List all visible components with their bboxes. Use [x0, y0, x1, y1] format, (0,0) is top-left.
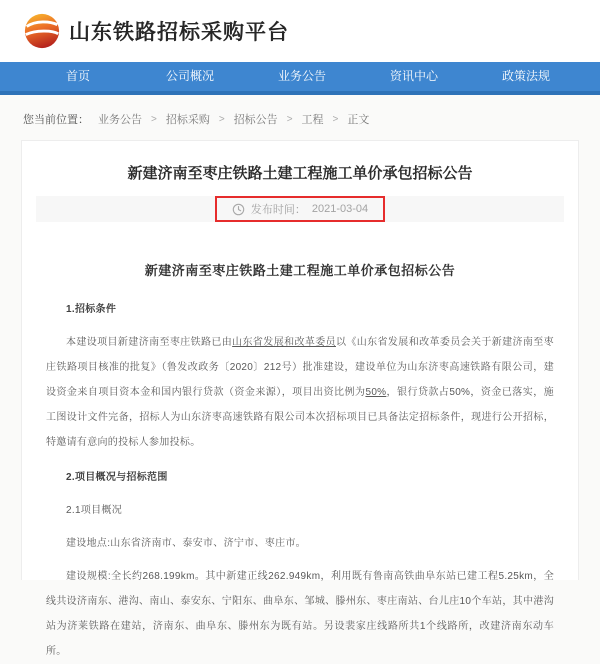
section-heading: 2.项目概况与招标范围	[66, 472, 168, 483]
underlined-text: 50%	[365, 387, 387, 398]
text-segment: ，银行贷款占50%，资金已落实，施工图设计文件完备，招标人为山东济枣高速铁路有限公司本次招标项目已具备法定招标条件，现进行公开招标，特邀请有意向的投标人参加投标。	[46, 387, 554, 448]
section-heading: 1.招标条件	[66, 304, 117, 315]
article-body	[46, 258, 554, 664]
breadcrumb-separator: >	[332, 113, 339, 125]
nav-item-home[interactable]: 首页	[65, 69, 90, 83]
publish-time-label: 发布时间：	[250, 204, 306, 216]
nav-item-business[interactable]: 业务公告	[277, 69, 326, 83]
nav-item-policy[interactable]: 政策法规	[501, 69, 550, 83]
page-title: 新建济南至枣庄铁路土建工程施工单价承包招标公告	[127, 165, 473, 182]
paragraph: 建设规模:全长约268.199km。其中新建正线262.949km，利用既有鲁南高铁曲阜东站已建工程5.25km，全线共设济南东、港沟、南山、泰安东、宁阳东、曲阜东、邹城、滕州东、枣庄南站、台儿庄10个车站，其中港沟站为济莱铁路在建站，济南东、曲阜东、滕州东为既有站。另设裴家庄线路所共1个线路所，改建济南东动车所。	[46, 571, 554, 657]
breadcrumb-items	[98, 111, 369, 127]
nav-item-news[interactable]: 资讯中心	[389, 69, 438, 83]
article-content-box	[21, 140, 579, 657]
text-segment: 本建设项目新建济南至枣庄铁路已由	[66, 337, 233, 348]
breadcrumb-link[interactable]: 招标公告	[233, 114, 278, 126]
clock-icon	[232, 203, 245, 216]
breadcrumb-link[interactable]: 招标采购	[165, 114, 210, 126]
breadcrumb-separator: >	[151, 113, 157, 125]
paragraph: 2.1项目概况	[66, 505, 123, 516]
publish-info-bar	[36, 196, 564, 222]
site-header	[0, 0, 600, 62]
paragraph: 建设地点:山东省济南市、泰安市、济宁市、枣庄市。	[66, 538, 306, 549]
article-body-title: 新建济南至枣庄铁路土建工程施工单价承包招标公告	[144, 263, 456, 278]
breadcrumb-separator: >	[218, 113, 225, 125]
site-logo-icon[interactable]	[24, 13, 60, 49]
site-title: 山东铁路招标采购平台	[69, 21, 289, 44]
paragraph	[46, 330, 554, 455]
text-segment: 以《山东省发展和改革委员会关于新建济南至枣庄铁路项目核准的批复》（鲁发改政务〔2020〕212号）批准建设，建设单位为山东济枣高速铁路有限公司，建设资金来自项目资本金和国内银行贷款（资金来源），项目出资比例为	[46, 337, 554, 398]
main-nav	[0, 62, 600, 91]
main-nav-bar	[0, 62, 600, 95]
breadcrumb-prefix: 您当前位置：	[23, 114, 89, 126]
breadcrumb	[23, 111, 600, 127]
publish-date: 2021-03-04	[311, 203, 369, 215]
underlined-text: 山东省发展和改革委员	[232, 337, 336, 348]
publish-info-annotation-box	[215, 196, 385, 222]
breadcrumb-link[interactable]: 正文	[347, 114, 370, 126]
breadcrumb-separator: >	[286, 113, 293, 125]
breadcrumb-link[interactable]: 工程	[301, 114, 324, 126]
nav-item-company[interactable]: 公司概况	[165, 69, 214, 83]
breadcrumb-link[interactable]: 业务公告	[98, 114, 142, 126]
